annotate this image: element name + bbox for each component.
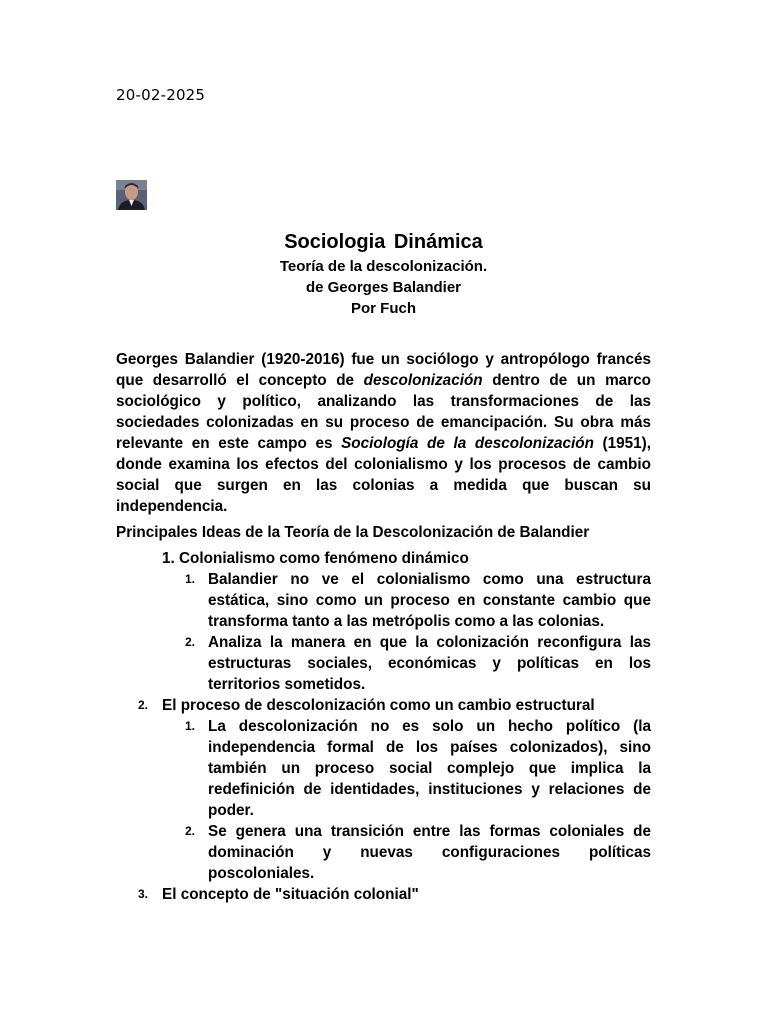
list-number: 1. <box>185 719 196 733</box>
list-item <box>185 821 651 884</box>
document-title: Sociologia Dinámica <box>284 231 483 253</box>
list-item <box>185 569 651 632</box>
list-number: 2. <box>185 824 196 838</box>
document-byline: Por Fuch <box>350 300 416 317</box>
intro-emphasis-2: Sociología de la descolonización <box>341 435 594 452</box>
document-subtitle: Teoría de la descolonización. <box>279 258 488 275</box>
list-item-text: Analiza la manera en que la colonización reconfigura las estructuras sociales, económicas y políticas en los territorios sometidos. <box>208 634 651 693</box>
list-item-3-label: El concepto de "situación colonial" <box>162 886 419 903</box>
author-photo-icon <box>116 180 147 210</box>
list-item <box>185 716 651 821</box>
document-author-line: de Georges Balandier <box>305 279 462 296</box>
list-number: 3. <box>138 887 149 901</box>
list-item <box>185 632 651 695</box>
intro-text-1: Georges Balandier (1920-2016) fue un sociólogo y antropólogo francés que desarrolló el concepto de <box>116 351 651 389</box>
list-item-1-label: 1. Colonialismo como fenómeno dinámico <box>162 550 469 567</box>
section-heading: Principales Ideas de la Teoría de la Descolonización de Balandier <box>116 524 590 541</box>
document-date: 20-02-2025 <box>116 86 206 104</box>
intro-text-3: (1951), donde examina los efectos del colonialismo y los procesos de cambio social que surgen en las colonias a medida que buscan su independencia. <box>116 435 652 515</box>
list-number: 2. <box>138 698 149 712</box>
list-number: 1. <box>185 572 196 586</box>
sub-list-2 <box>116 716 651 884</box>
title-block <box>116 228 651 319</box>
intro-text-2: dentro de un marco sociológico y político, analizando las transformaciones de las sociedades colonizadas en su proceso de emancipación. Su obra más relevante en este campo es <box>116 372 651 452</box>
list-item-text: Se genera una transición entre las formas coloniales de dominación y nuevas configuraciones políticas poscoloniales. <box>208 823 651 882</box>
list-number: 2. <box>185 635 196 649</box>
list-item-3 <box>116 884 651 905</box>
list-item-2-label: El proceso de descolonización como un cambio estructural <box>162 697 595 714</box>
intro-paragraph <box>116 349 651 517</box>
list-item-2 <box>116 695 651 716</box>
intro-emphasis-1: descolonización <box>363 372 483 389</box>
document-body <box>116 349 651 905</box>
list-item-text: La descolonización no es solo un hecho político (la independencia formal de los países colonizados), sino también un proceso social complejo que implica la redefinición de identidades, instituciones y relaciones de poder. <box>208 718 651 819</box>
list-item-text: Balandier no ve el colonialismo como una estructura estática, sino como un proceso en constante cambio que transforma tanto a las metrópolis como a las colonias. <box>208 571 651 630</box>
sub-list-1 <box>116 569 651 695</box>
author-avatar <box>116 180 147 210</box>
